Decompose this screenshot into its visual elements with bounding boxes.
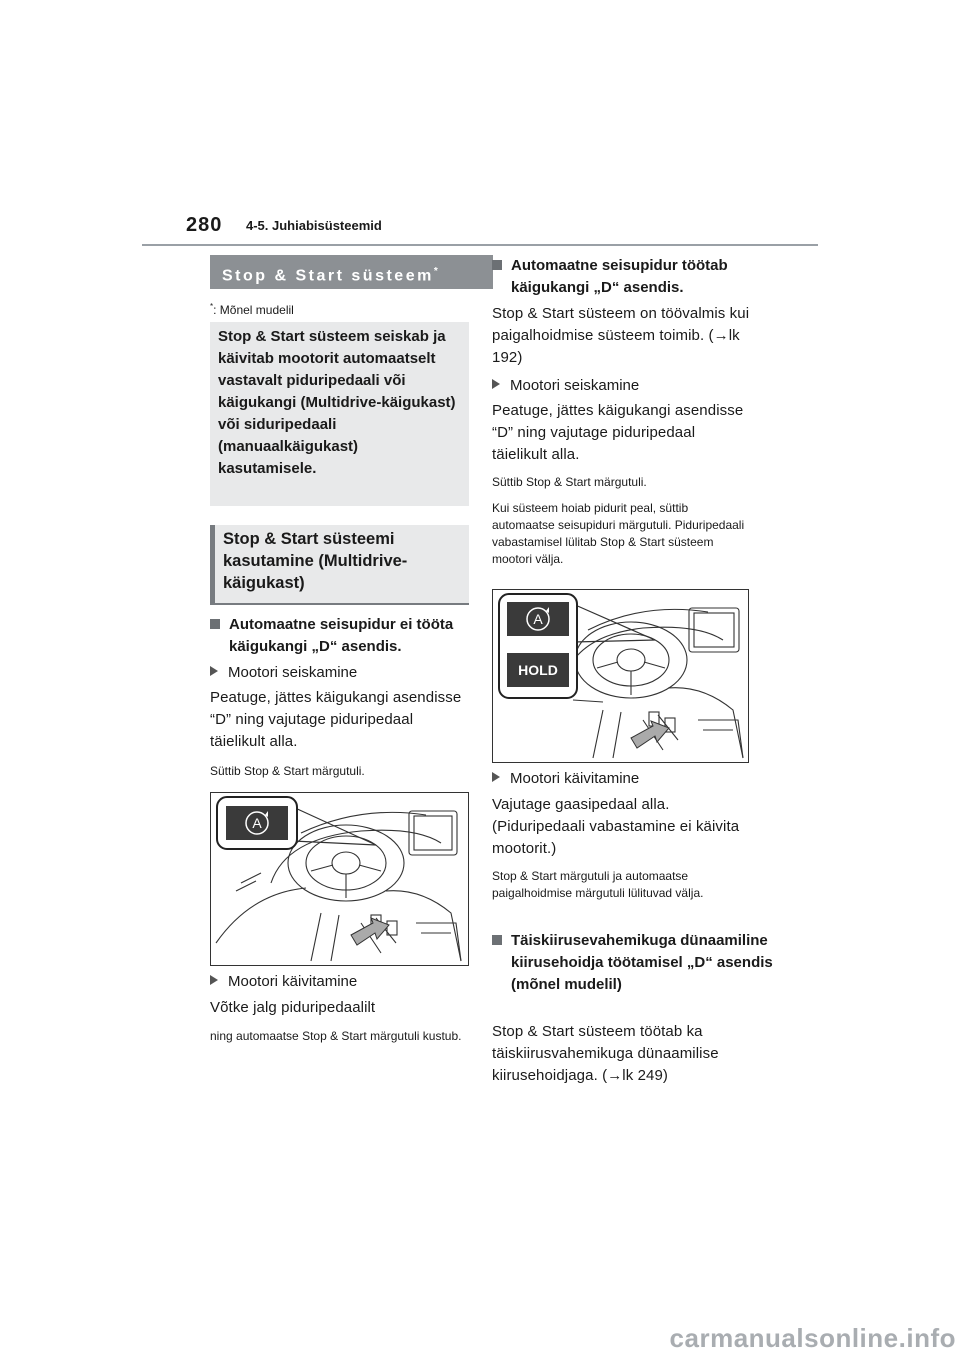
summary-text: Stop & Start süsteem seiskab ja käivitab mootorit automaatselt vastavalt piduripedaali või käigukangi (Multidrive-käigukast) või siduripedaali (manuaalkäigukast) kasutamisele. xyxy=(218,328,456,477)
footnote xyxy=(210,302,470,317)
right-paragraph-4: Stop & Start süsteem töötab ka täiskiirusvahemikuga dünaamilise kiirusehoidjaga. (→lk 249) xyxy=(492,1023,719,1084)
pedal-arrow-icon xyxy=(631,721,669,748)
left-step-start xyxy=(210,971,488,993)
triangle-bullet-icon xyxy=(492,772,500,782)
indicator-letter: A xyxy=(252,815,262,831)
main-title: Stop & Start süsteem xyxy=(222,267,434,285)
triangle-bullet-icon xyxy=(210,975,218,985)
left-paragraph-1: Peatuge, jättes käigukangi asendisse “D” ning vajutage piduripedaal täielikult alla. xyxy=(210,689,462,750)
square-bullet-icon xyxy=(210,619,220,629)
triangle-bullet-icon xyxy=(492,379,500,389)
footnote-asterisk: * xyxy=(210,302,214,311)
right-note-1: Süttib Stop & Start märgutuli. xyxy=(492,475,647,489)
title-asterisk: * xyxy=(433,266,438,277)
dashboard-drawing xyxy=(493,590,748,762)
right-heading-1 xyxy=(492,255,773,299)
illustration-dashboard-left xyxy=(210,792,469,966)
main-title-bar xyxy=(210,255,493,289)
hold-indicator-text: HOLD xyxy=(518,662,558,678)
right-note-3: Stop & Start märgutuli ja automaatse paigalhoidmise märgutuli lülituvad välja. xyxy=(492,869,704,900)
left-heading-1 xyxy=(210,614,489,658)
right-step-stop xyxy=(492,375,772,397)
subsection-heading-text: Stop & Start süsteemi kasutamine (Multidrive-käigukast) xyxy=(223,530,408,592)
right-heading-1-text: Automaatne seisupidur töötab käigukangi „D“ asendis. xyxy=(511,257,728,296)
section-title: 4-5. Juhiabisüsteemid xyxy=(246,218,382,233)
footnote-text: : Mõnel mudelil xyxy=(213,303,294,317)
left-paragraph-2: Võtke jalg piduripedaalilt xyxy=(210,999,376,1016)
right-paragraph-1: Stop & Start süsteem on töövalmis kui paigalhoidmise süsteem toimib. (→lk 192) xyxy=(492,305,750,366)
left-note-1: Süttib Stop & Start märgutuli. xyxy=(210,764,365,778)
right-heading-2 xyxy=(492,930,773,996)
right-step-stop-text: Mootori seiskamine xyxy=(510,377,640,394)
right-paragraph-3: Vajutage gaasipedaal alla. (Piduripedaali vabastamine ei käivita mootorit.) xyxy=(492,796,740,857)
page-number: 280 xyxy=(186,214,223,236)
illustration-dashboard-right xyxy=(492,589,749,763)
right-heading-2-text: Täiskiirusevahemikuga dünaamiline kiirusehoidja töötamisel „D“ asendis (mõnel mudelil) xyxy=(511,932,773,993)
watermark[interactable]: carmanualsonline.info xyxy=(669,1323,956,1353)
header-rule xyxy=(142,244,818,246)
left-note-2: ning automaatse Stop & Start märgutuli kustub. xyxy=(210,1029,462,1043)
left-step-stop-text: Mootori seiskamine xyxy=(228,664,358,681)
triangle-bullet-icon xyxy=(210,666,218,676)
right-paragraph-2: Peatuge, jättes käigukangi asendisse “D” ning vajutage piduripedaal täielikult alla. xyxy=(492,402,744,463)
summary-box xyxy=(210,322,469,506)
square-bullet-icon xyxy=(492,260,502,270)
left-step-stop xyxy=(210,662,488,684)
pedal-arrow-icon xyxy=(351,918,389,945)
subsection-heading xyxy=(210,525,469,605)
right-step-start xyxy=(492,768,772,790)
left-heading-1-text: Automaatne seisupidur ei tööta käigukangi „D“ asendis. xyxy=(229,616,454,655)
right-step-start-text: Mootori käivitamine xyxy=(510,770,640,787)
dashboard-drawing xyxy=(211,793,468,965)
left-step-start-text: Mootori käivitamine xyxy=(228,973,358,990)
right-note-2: Kui süsteem hoiab pidurit peal, süttib automaatse seisupiduri märgutuli. Piduripedaali vabastamisel lülitab Stop & Start süsteem mootori välja. xyxy=(492,501,745,566)
square-bullet-icon xyxy=(492,935,502,945)
indicator-letter: A xyxy=(533,611,543,627)
